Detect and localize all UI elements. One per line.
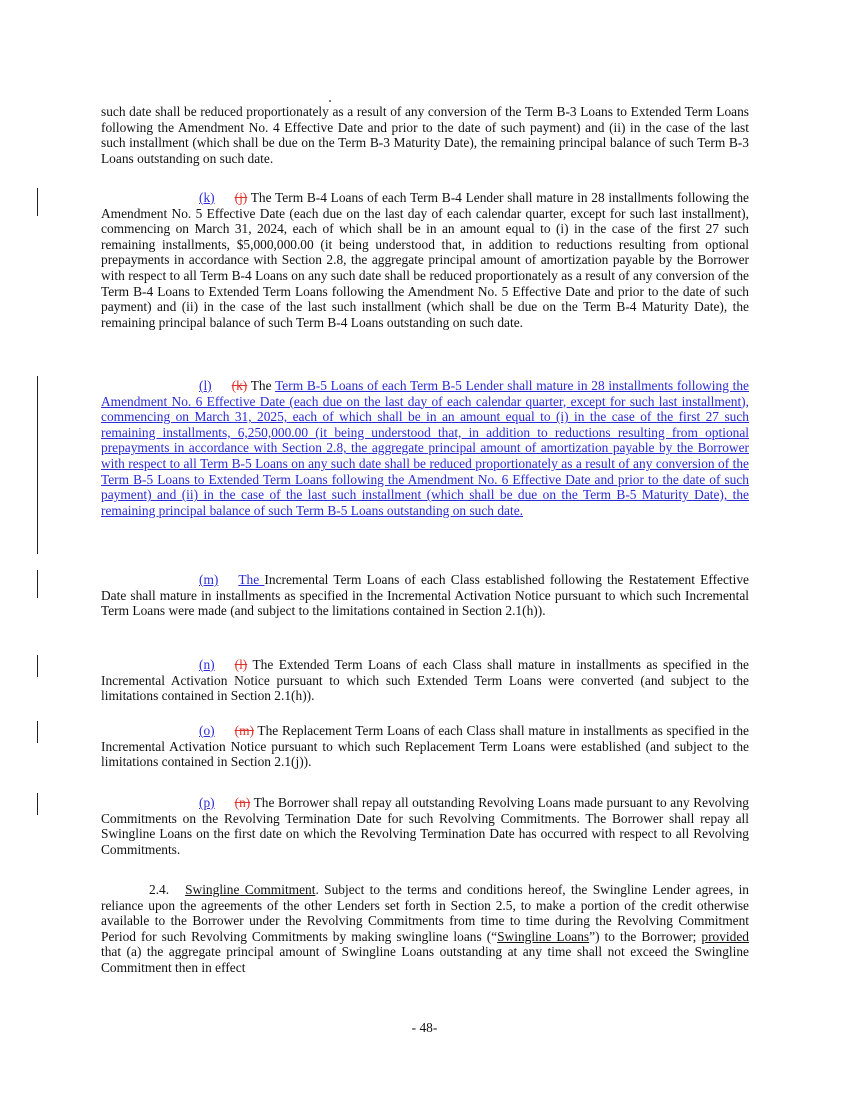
paragraph-text: ”) to the Borrower; [589, 928, 702, 944]
deleted-clause-label: (m) [234, 723, 254, 738]
change-bar [37, 793, 38, 815]
section-2-4 [101, 882, 749, 976]
inserted-word: The [238, 572, 265, 587]
paragraph-text: that (a) the aggregate principal amount of Swingline Loans outstanding at any time shall not exceed the Swingline Commitment then in effect [101, 944, 749, 975]
change-bar [37, 721, 38, 743]
paragraph-text: The Extended Term Loans of each Class shall mature in installments as specified in the Incremental Activation Notice pursuant to which such Extended Term Loans were converted (and subject to the limitations contained in Section 2.1(h)). [101, 657, 749, 704]
change-bar [37, 570, 38, 598]
new-clause-label: (k) [199, 190, 215, 205]
new-clause-label: (p) [199, 795, 215, 810]
paragraph-lead: The [247, 378, 276, 393]
page-number: - 48- [411, 1020, 438, 1035]
paragraph-text: such date shall be reduced proportionately as a result of any conversion of the Term B-3 Loans to Extended Term Loans following the Amendment No. 4 Effective Date and prior to the date of such payment) and (ii) in the case of the last such installment (which shall be due on the Term B-3 Maturity Date), the remaining principal balance of such Term B-3 Loans outstanding on such date. [101, 104, 749, 166]
change-bar [37, 188, 38, 216]
deleted-clause-label: (n) [234, 795, 251, 810]
stray-mark [329, 100, 331, 102]
paragraph-text: The Term B-4 Loans of each Term B-4 Lender shall mature in 28 installments following the Amendment No. 5 Effective Date (each due on the last day of each calendar quarter, except for such last installment), commencing on March 31, 2024, each of which shall be in an amount equal to (i) in the case of the first 27 such remaining installments, $5,000,000.00 (it being understood that, in addition to reductions resulting from optional prepayments in accordance with Section 2.8, the aggregate principal amount of amortization payable by the Borrower with respect to all Term B-4 Loans on any such date shall be reduced proportionately as a result of any conversion of the Term B-4 Loans to Extended Term Loans following the Amendment No. 5 Effective Date and prior to the date of such payment) and (ii) in the case of the last such installment (which shall be due on the Term B-4 Maturity Date), the remaining principal balance of such Term B-4 Loans outstanding on such date. [101, 190, 749, 330]
new-clause-label: (m) [199, 572, 219, 587]
paragraph-text: Incremental Term Loans of each Class established following the Restatement Effective Date shall mature in installments as specified in the Incremental Activation Notice pursuant to which such Incremental Term Loans were made (and subject to the limitations contained in Section 2.1(h)). [101, 572, 749, 619]
defined-term: Swingline Loans [497, 928, 590, 944]
paragraph-k [101, 190, 749, 330]
paragraph-text: The Replacement Term Loans of each Class shall mature in installments as specified in the Incremental Activation Notice pursuant to which such Replacement Term Loans were established (and subject to the limitations contained in Section 2.1(j)). [101, 723, 749, 770]
inserted-text: Term B-5 Loans of each Term B-5 Lender shall mature in 28 installments following the Amendment No. 6 Effective Date (each due on the last day of each calendar quarter, except for such last installment), commencing on March 31, 2025, each of which shall be in an amount equal to (i) in the case of the first 27 such remaining installments, 6,250,000.00 (it being understood that, in addition to reductions resulting from optional prepayments in accordance with Section 2.8, the aggregate principal amount of amortization payable by the Borrower with respect to all Term B-5 Loans on any such date shall be reduced proportionately as a result of any conversion of the Term B-5 Loans to Extended Term Loans following the Amendment No. 6 Effective Date and prior to the date of such payment) and (ii) in the case of the last such installment (which shall be due on the Term B-5 Maturity Date), the remaining principal balance of such Term B-5 Loans outstanding on such date. [101, 378, 750, 518]
new-clause-label: (l) [199, 378, 212, 393]
paragraph-p [101, 795, 749, 857]
paragraph-o [101, 723, 749, 770]
deleted-clause-label: (l) [234, 657, 248, 672]
deleted-clause-label: (j) [234, 190, 248, 205]
paragraph-n [101, 657, 749, 704]
paragraph-m [101, 572, 749, 619]
change-bar [37, 655, 38, 677]
section-heading: Swingline Commitment [185, 882, 316, 897]
paragraph-continuation [101, 104, 749, 166]
section-number: 2.4. [149, 882, 170, 897]
new-clause-label: (n) [199, 657, 215, 672]
deleted-clause-label: (k) [231, 378, 248, 393]
proviso-term: provided [701, 928, 749, 944]
change-bar [37, 376, 38, 554]
paragraph-text: The Borrower shall repay all outstanding Revolving Loans made pursuant to any Revolving Commitments on the Revolving Termination Date for such Revolving Commitments. The Borrower shall repay all Swingline Loans on the first date on which the Revolving Termination Date has occurred with respect to all Revolving Commitments. [101, 795, 749, 857]
paragraph-l [101, 378, 749, 518]
paragraph-text: . Subject to the terms and conditions hereof, the Swingline Lender agrees, in reliance upon the agreements of the other Lenders set forth in Section 2.5, to make a portion of the credit otherwise available to the Borrower under the Revolving Commitments from time to time during the Revolving Commitment Period for such Revolving Commitments by making swingline loans (“ [101, 882, 749, 944]
new-clause-label: (o) [199, 723, 215, 738]
